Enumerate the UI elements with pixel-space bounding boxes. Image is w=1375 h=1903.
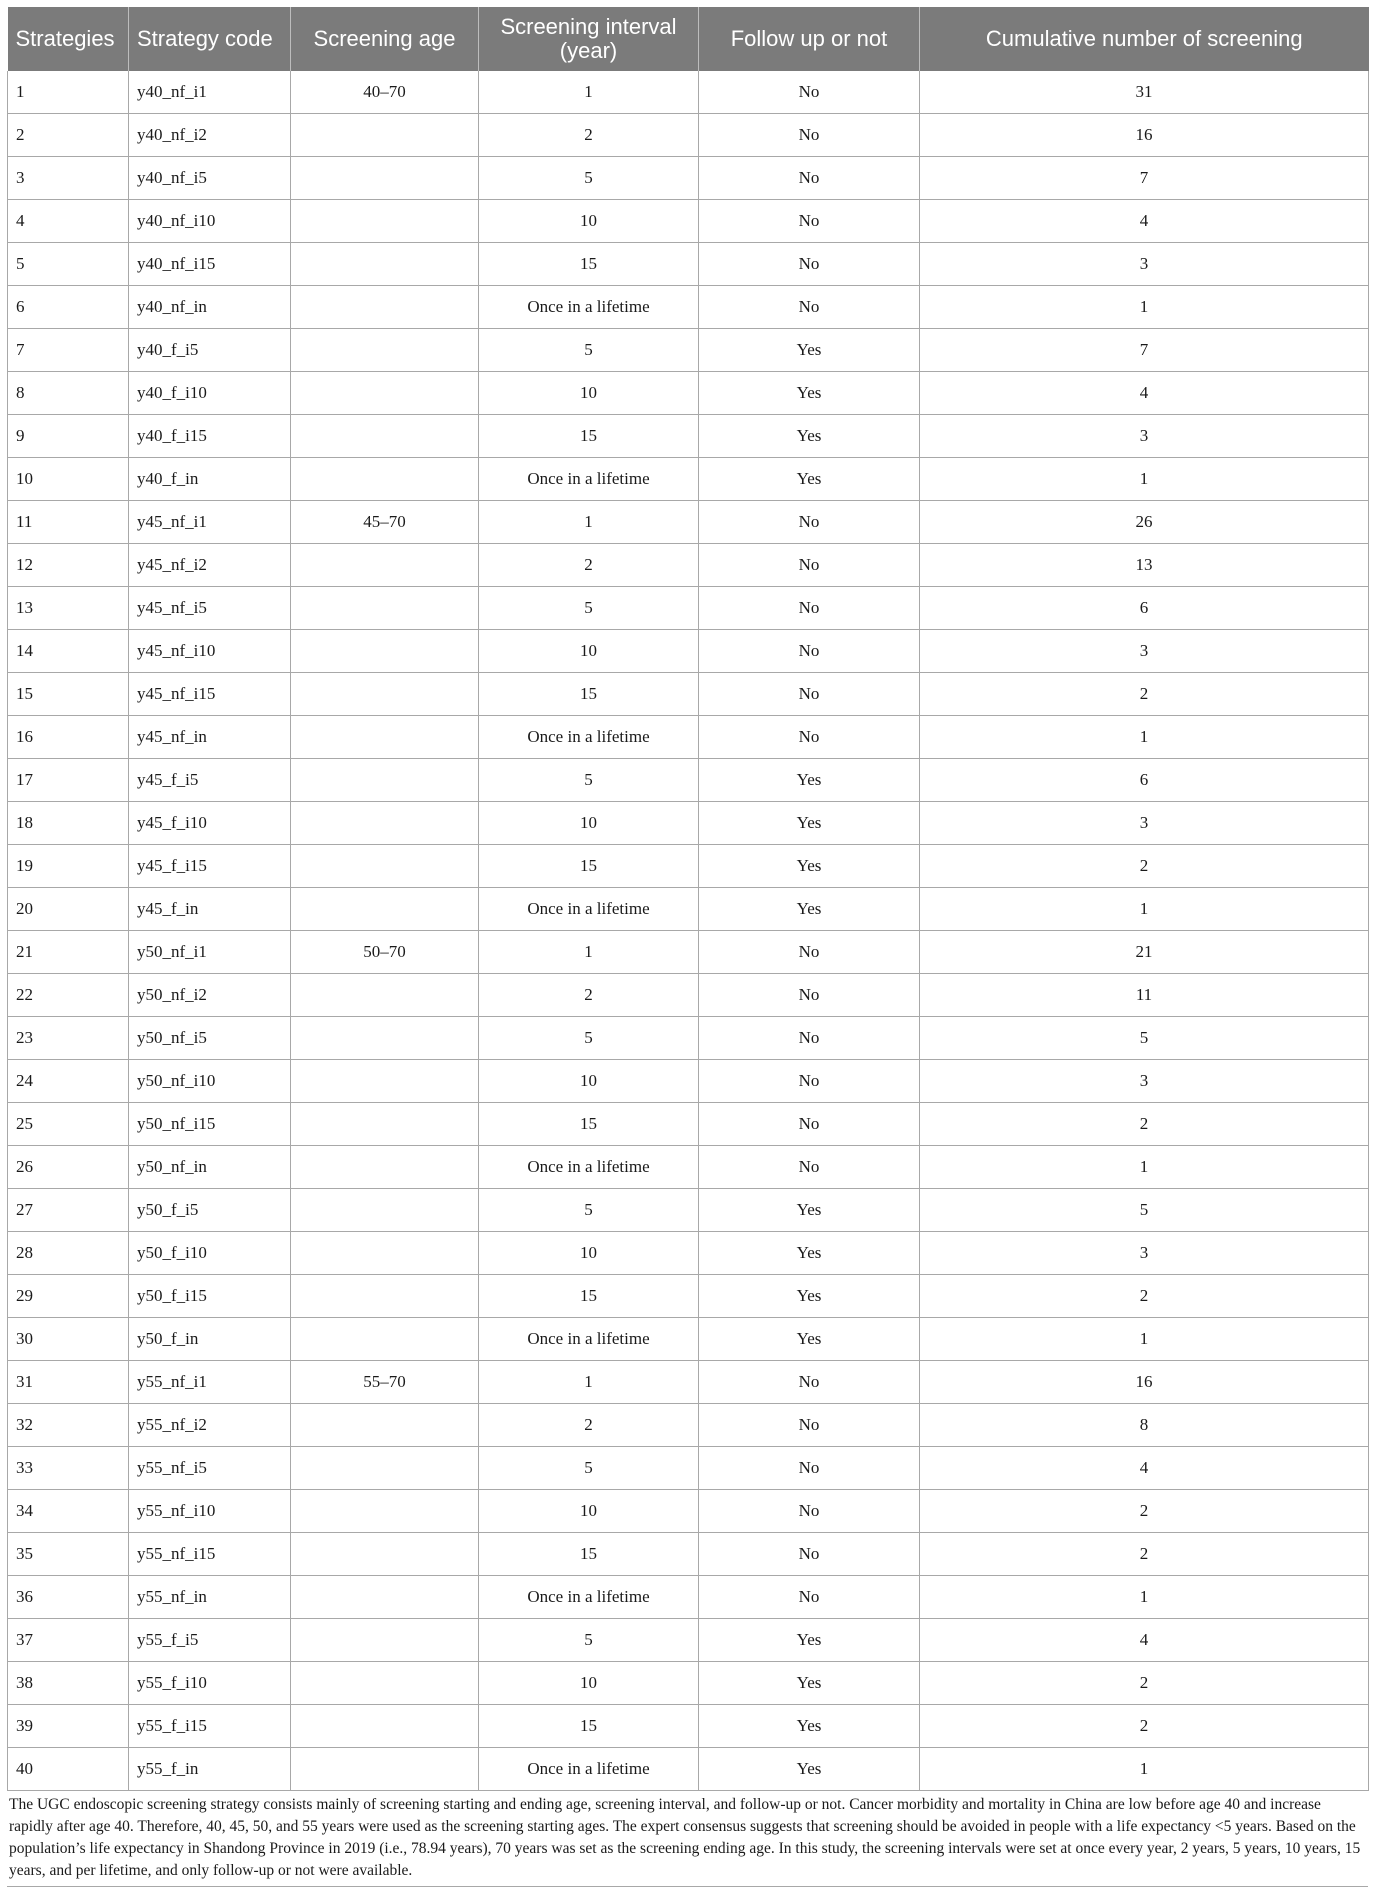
- follow-up-cell: No: [699, 931, 920, 974]
- table-row: [8, 157, 1369, 200]
- cumulative-number-cell: 6: [920, 759, 1369, 802]
- table-row: [8, 716, 1369, 759]
- table-row: [8, 888, 1369, 931]
- cumulative-number-cell: 7: [920, 329, 1369, 372]
- cumulative-number-cell: 5: [920, 1017, 1369, 1060]
- header-screening-age: Screening age: [291, 7, 479, 71]
- table-row: [8, 931, 1369, 974]
- screening-age-cell: [291, 1232, 479, 1275]
- strategy-number-cell: 23: [8, 1017, 129, 1060]
- strategy-number-cell: 31: [8, 1361, 129, 1404]
- follow-up-cell: No: [699, 286, 920, 329]
- follow-up-cell: Yes: [699, 1662, 920, 1705]
- strategy-code-cell: y45_f_i10: [129, 802, 291, 845]
- screening-age-cell: [291, 1146, 479, 1189]
- follow-up-cell: No: [699, 501, 920, 544]
- cumulative-number-cell: 16: [920, 1361, 1369, 1404]
- follow-up-cell: Yes: [699, 845, 920, 888]
- follow-up-cell: No: [699, 1060, 920, 1103]
- strategy-number-cell: 28: [8, 1232, 129, 1275]
- strategy-code-cell: y55_f_i5: [129, 1619, 291, 1662]
- strategy-code-cell: y55_nf_i10: [129, 1490, 291, 1533]
- screening-interval-cell: 10: [479, 200, 699, 243]
- follow-up-cell: Yes: [699, 759, 920, 802]
- follow-up-cell: Yes: [699, 1705, 920, 1748]
- screening-interval-cell: 15: [479, 1103, 699, 1146]
- follow-up-cell: Yes: [699, 888, 920, 931]
- table-row: [8, 1576, 1369, 1619]
- screening-interval-cell: 10: [479, 802, 699, 845]
- table-row: [8, 1275, 1369, 1318]
- cumulative-number-cell: 3: [920, 1232, 1369, 1275]
- cumulative-number-cell: 2: [920, 1533, 1369, 1576]
- follow-up-cell: No: [699, 974, 920, 1017]
- table-row: [8, 501, 1369, 544]
- screening-age-cell: [291, 1189, 479, 1232]
- header-follow-up: Follow up or not: [699, 7, 920, 71]
- screening-interval-cell: 15: [479, 845, 699, 888]
- cumulative-number-cell: 3: [920, 630, 1369, 673]
- cumulative-number-cell: 6: [920, 587, 1369, 630]
- cumulative-number-cell: 1: [920, 1748, 1369, 1791]
- strategy-code-cell: y40_nf_i1: [129, 71, 291, 114]
- strategy-code-cell: y45_nf_in: [129, 716, 291, 759]
- screening-age-cell: [291, 372, 479, 415]
- cumulative-number-cell: 8: [920, 1404, 1369, 1447]
- screening-interval-cell: 5: [479, 1189, 699, 1232]
- strategy-code-cell: y45_f_in: [129, 888, 291, 931]
- strategy-code-cell: y55_nf_i15: [129, 1533, 291, 1576]
- strategy-code-cell: y40_nf_i15: [129, 243, 291, 286]
- strategy-number-cell: 39: [8, 1705, 129, 1748]
- screening-interval-cell: 5: [479, 1017, 699, 1060]
- follow-up-cell: Yes: [699, 1619, 920, 1662]
- cumulative-number-cell: 7: [920, 157, 1369, 200]
- screening-age-cell: [291, 458, 479, 501]
- screening-age-cell: 55–70: [291, 1361, 479, 1404]
- screening-interval-cell: 15: [479, 1705, 699, 1748]
- follow-up-cell: No: [699, 1017, 920, 1060]
- screening-age-cell: [291, 673, 479, 716]
- screening-interval-cell: Once in a lifetime: [479, 1318, 699, 1361]
- cumulative-number-cell: 2: [920, 1490, 1369, 1533]
- screening-interval-cell: Once in a lifetime: [479, 286, 699, 329]
- table-row: [8, 630, 1369, 673]
- screening-age-cell: [291, 1017, 479, 1060]
- strategy-number-cell: 37: [8, 1619, 129, 1662]
- cumulative-number-cell: 2: [920, 1275, 1369, 1318]
- strategy-number-cell: 8: [8, 372, 129, 415]
- screening-age-cell: [291, 888, 479, 931]
- screening-age-cell: 40–70: [291, 71, 479, 114]
- screening-interval-cell: 2: [479, 974, 699, 1017]
- cumulative-number-cell: 3: [920, 415, 1369, 458]
- follow-up-cell: No: [699, 200, 920, 243]
- strategy-code-cell: y55_nf_in: [129, 1576, 291, 1619]
- screening-age-cell: [291, 329, 479, 372]
- table-row: [8, 802, 1369, 845]
- strategy-code-cell: y55_f_i10: [129, 1662, 291, 1705]
- screening-age-cell: [291, 716, 479, 759]
- follow-up-cell: No: [699, 630, 920, 673]
- screening-age-cell: 50–70: [291, 931, 479, 974]
- strategy-code-cell: y55_nf_i2: [129, 1404, 291, 1447]
- screening-age-cell: [291, 200, 479, 243]
- follow-up-cell: No: [699, 1404, 920, 1447]
- strategy-number-cell: 19: [8, 845, 129, 888]
- follow-up-cell: Yes: [699, 1189, 920, 1232]
- table-row: [8, 1060, 1369, 1103]
- table-row: [8, 1662, 1369, 1705]
- cumulative-number-cell: 5: [920, 1189, 1369, 1232]
- strategy-code-cell: y45_nf_i5: [129, 587, 291, 630]
- strategy-number-cell: 32: [8, 1404, 129, 1447]
- strategy-code-cell: y55_nf_i1: [129, 1361, 291, 1404]
- table-row: [8, 1619, 1369, 1662]
- cumulative-number-cell: 4: [920, 372, 1369, 415]
- screening-age-cell: [291, 802, 479, 845]
- screening-age-cell: [291, 1619, 479, 1662]
- table-row: [8, 329, 1369, 372]
- screening-interval-cell: Once in a lifetime: [479, 1146, 699, 1189]
- strategy-code-cell: y40_f_i5: [129, 329, 291, 372]
- screening-age-cell: [291, 1533, 479, 1576]
- screening-interval-cell: 15: [479, 673, 699, 716]
- strategy-number-cell: 25: [8, 1103, 129, 1146]
- follow-up-cell: Yes: [699, 1318, 920, 1361]
- strategy-code-cell: y40_nf_i10: [129, 200, 291, 243]
- cumulative-number-cell: 3: [920, 1060, 1369, 1103]
- header-screening-interval: Screening interval (year): [479, 7, 699, 71]
- screening-interval-cell: 10: [479, 630, 699, 673]
- table-footnote: The UGC endoscopic screening strategy consists mainly of screening starting and ending age, screening interval, and follow-up or not. Cancer morbidity and mortality in China are low before age 40 and increase rapidly after age 40. Therefore, 40, 45, 50, and 55 years were used as the screening starting ages. The expert consensus suggests that screening should be avoided in people with a life expectancy <5 years. Based on the population’s life expectancy in Shandong Province in 2019 (i.e., 78.94 years), 70 years was set as the screening ending age. In this study, the screening intervals were set at once every year, 2 years, 5 years, 10 years, 15 years, and per lifetime, and only follow-up or not were available.: [7, 1791, 1368, 1887]
- strategy-code-cell: y50_nf_i10: [129, 1060, 291, 1103]
- follow-up-cell: Yes: [699, 1275, 920, 1318]
- screening-age-cell: [291, 243, 479, 286]
- strategy-code-cell: y55_f_i15: [129, 1705, 291, 1748]
- table-row: [8, 1361, 1369, 1404]
- strategy-number-cell: 16: [8, 716, 129, 759]
- table-row: [8, 974, 1369, 1017]
- screening-interval-cell: 10: [479, 1232, 699, 1275]
- strategy-code-cell: y55_f_in: [129, 1748, 291, 1791]
- strategy-code-cell: y50_nf_i5: [129, 1017, 291, 1060]
- table-row: [8, 1404, 1369, 1447]
- screening-age-cell: [291, 544, 479, 587]
- screening-interval-cell: 15: [479, 1275, 699, 1318]
- follow-up-cell: No: [699, 1490, 920, 1533]
- screening-interval-cell: Once in a lifetime: [479, 1576, 699, 1619]
- follow-up-cell: Yes: [699, 415, 920, 458]
- strategy-code-cell: y45_f_i15: [129, 845, 291, 888]
- screening-interval-cell: 2: [479, 114, 699, 157]
- table-header-row: [8, 7, 1369, 71]
- screening-interval-cell: 15: [479, 415, 699, 458]
- follow-up-cell: No: [699, 587, 920, 630]
- strategy-number-cell: 20: [8, 888, 129, 931]
- cumulative-number-cell: 21: [920, 931, 1369, 974]
- screening-interval-cell: 1: [479, 1361, 699, 1404]
- cumulative-number-cell: 13: [920, 544, 1369, 587]
- strategy-number-cell: 21: [8, 931, 129, 974]
- follow-up-cell: Yes: [699, 1748, 920, 1791]
- strategy-number-cell: 26: [8, 1146, 129, 1189]
- screening-interval-cell: 5: [479, 1447, 699, 1490]
- table-row: [8, 673, 1369, 716]
- strategy-code-cell: y40_f_i15: [129, 415, 291, 458]
- follow-up-cell: No: [699, 673, 920, 716]
- follow-up-cell: No: [699, 1576, 920, 1619]
- table-row: [8, 286, 1369, 329]
- screening-interval-cell: 2: [479, 544, 699, 587]
- screening-interval-cell: 5: [479, 329, 699, 372]
- strategy-number-cell: 1: [8, 71, 129, 114]
- screening-age-cell: [291, 587, 479, 630]
- screening-age-cell: [291, 157, 479, 200]
- table-row: [8, 544, 1369, 587]
- strategy-number-cell: 4: [8, 200, 129, 243]
- screening-interval-cell: Once in a lifetime: [479, 1748, 699, 1791]
- screening-age-cell: [291, 1447, 479, 1490]
- table-row: [8, 114, 1369, 157]
- strategy-code-cell: y40_nf_in: [129, 286, 291, 329]
- strategy-number-cell: 29: [8, 1275, 129, 1318]
- strategy-number-cell: 33: [8, 1447, 129, 1490]
- strategy-code-cell: y50_nf_i2: [129, 974, 291, 1017]
- header-strategy-code: Strategy code: [129, 7, 291, 71]
- cumulative-number-cell: 11: [920, 974, 1369, 1017]
- strategy-number-cell: 17: [8, 759, 129, 802]
- strategy-number-cell: 35: [8, 1533, 129, 1576]
- cumulative-number-cell: 2: [920, 845, 1369, 888]
- follow-up-cell: Yes: [699, 458, 920, 501]
- follow-up-cell: No: [699, 544, 920, 587]
- cumulative-number-cell: 2: [920, 1662, 1369, 1705]
- table-row: [8, 1146, 1369, 1189]
- screening-interval-cell: 10: [479, 1490, 699, 1533]
- cumulative-number-cell: 4: [920, 1447, 1369, 1490]
- strategy-number-cell: 13: [8, 587, 129, 630]
- strategy-number-cell: 24: [8, 1060, 129, 1103]
- screening-interval-cell: Once in a lifetime: [479, 716, 699, 759]
- screening-interval-cell: 15: [479, 243, 699, 286]
- strategy-code-cell: y50_nf_in: [129, 1146, 291, 1189]
- screening-interval-cell: Once in a lifetime: [479, 458, 699, 501]
- table-row: [8, 415, 1369, 458]
- follow-up-cell: No: [699, 71, 920, 114]
- strategy-number-cell: 3: [8, 157, 129, 200]
- strategy-number-cell: 18: [8, 802, 129, 845]
- table-row: [8, 1705, 1369, 1748]
- screening-interval-cell: 1: [479, 931, 699, 974]
- table-row: [8, 200, 1369, 243]
- strategy-code-cell: y50_f_in: [129, 1318, 291, 1361]
- table-row: [8, 845, 1369, 888]
- strategy-number-cell: 11: [8, 501, 129, 544]
- strategy-number-cell: 40: [8, 1748, 129, 1791]
- strategy-code-cell: y45_nf_i15: [129, 673, 291, 716]
- strategy-code-cell: y45_nf_i10: [129, 630, 291, 673]
- screening-age-cell: [291, 415, 479, 458]
- strategy-number-cell: 6: [8, 286, 129, 329]
- screening-interval-cell: 2: [479, 1404, 699, 1447]
- strategy-code-cell: y45_f_i5: [129, 759, 291, 802]
- follow-up-cell: No: [699, 1103, 920, 1146]
- strategy-number-cell: 38: [8, 1662, 129, 1705]
- screening-interval-cell: 1: [479, 501, 699, 544]
- follow-up-cell: No: [699, 1146, 920, 1189]
- strategy-number-cell: 30: [8, 1318, 129, 1361]
- table-row: [8, 587, 1369, 630]
- follow-up-cell: No: [699, 114, 920, 157]
- screening-interval-cell: 5: [479, 157, 699, 200]
- table-row: [8, 1447, 1369, 1490]
- cumulative-number-cell: 1: [920, 1146, 1369, 1189]
- table-row: [8, 372, 1369, 415]
- strategy-number-cell: 22: [8, 974, 129, 1017]
- table-row: [8, 1490, 1369, 1533]
- strategy-code-cell: y50_f_i5: [129, 1189, 291, 1232]
- screening-age-cell: [291, 1490, 479, 1533]
- table-row: [8, 1103, 1369, 1146]
- strategy-number-cell: 14: [8, 630, 129, 673]
- follow-up-cell: Yes: [699, 1232, 920, 1275]
- follow-up-cell: No: [699, 157, 920, 200]
- follow-up-cell: No: [699, 1533, 920, 1576]
- strategy-number-cell: 10: [8, 458, 129, 501]
- screening-age-cell: [291, 1662, 479, 1705]
- header-cumulative-number: Cumulative number of screening: [920, 7, 1369, 71]
- strategy-code-cell: y50_f_i10: [129, 1232, 291, 1275]
- strategy-number-cell: 15: [8, 673, 129, 716]
- screening-interval-cell: 5: [479, 1619, 699, 1662]
- screening-age-cell: [291, 974, 479, 1017]
- header-strategies: Strategies: [8, 7, 129, 71]
- cumulative-number-cell: 1: [920, 716, 1369, 759]
- strategy-number-cell: 34: [8, 1490, 129, 1533]
- strategy-number-cell: 27: [8, 1189, 129, 1232]
- cumulative-number-cell: 1: [920, 286, 1369, 329]
- table-row: [8, 759, 1369, 802]
- table-row: [8, 243, 1369, 286]
- screening-age-cell: [291, 845, 479, 888]
- strategy-code-cell: y40_nf_i2: [129, 114, 291, 157]
- strategy-code-cell: y40_f_in: [129, 458, 291, 501]
- strategy-table-container: [7, 7, 1368, 1887]
- cumulative-number-cell: 1: [920, 1318, 1369, 1361]
- cumulative-number-cell: 2: [920, 673, 1369, 716]
- screening-interval-cell: 15: [479, 1533, 699, 1576]
- cumulative-number-cell: 1: [920, 458, 1369, 501]
- table-row: [8, 458, 1369, 501]
- cumulative-number-cell: 1: [920, 1576, 1369, 1619]
- table-row: [8, 1748, 1369, 1791]
- cumulative-number-cell: 2: [920, 1705, 1369, 1748]
- screening-age-cell: [291, 1576, 479, 1619]
- table-row: [8, 1533, 1369, 1576]
- table-body: [8, 71, 1369, 1791]
- follow-up-cell: No: [699, 716, 920, 759]
- screening-age-cell: [291, 1705, 479, 1748]
- table-row: [8, 1189, 1369, 1232]
- cumulative-number-cell: 4: [920, 200, 1369, 243]
- follow-up-cell: No: [699, 243, 920, 286]
- screening-age-cell: [291, 1275, 479, 1318]
- cumulative-number-cell: 3: [920, 243, 1369, 286]
- screening-age-cell: [291, 1060, 479, 1103]
- screening-interval-cell: Once in a lifetime: [479, 888, 699, 931]
- screening-age-cell: [291, 759, 479, 802]
- screening-interval-cell: 10: [479, 372, 699, 415]
- strategy-number-cell: 7: [8, 329, 129, 372]
- cumulative-number-cell: 2: [920, 1103, 1369, 1146]
- strategy-number-cell: 12: [8, 544, 129, 587]
- table-row: [8, 1017, 1369, 1060]
- strategy-code-cell: y50_nf_i1: [129, 931, 291, 974]
- screening-age-cell: [291, 286, 479, 329]
- cumulative-number-cell: 16: [920, 114, 1369, 157]
- screening-age-cell: [291, 114, 479, 157]
- table-row: [8, 1318, 1369, 1361]
- follow-up-cell: Yes: [699, 329, 920, 372]
- screening-age-cell: [291, 630, 479, 673]
- screening-age-cell: [291, 1404, 479, 1447]
- screening-age-cell: [291, 1103, 479, 1146]
- screening-age-cell: 45–70: [291, 501, 479, 544]
- cumulative-number-cell: 4: [920, 1619, 1369, 1662]
- follow-up-cell: Yes: [699, 372, 920, 415]
- table-row: [8, 71, 1369, 114]
- strategy-code-cell: y45_nf_i1: [129, 501, 291, 544]
- screening-interval-cell: 5: [479, 587, 699, 630]
- cumulative-number-cell: 1: [920, 888, 1369, 931]
- table-row: [8, 1232, 1369, 1275]
- follow-up-cell: No: [699, 1361, 920, 1404]
- cumulative-number-cell: 26: [920, 501, 1369, 544]
- screening-interval-cell: 1: [479, 71, 699, 114]
- screening-interval-cell: 10: [479, 1662, 699, 1705]
- strategy-code-cell: y40_f_i10: [129, 372, 291, 415]
- cumulative-number-cell: 3: [920, 802, 1369, 845]
- screening-strategy-table: [7, 7, 1369, 1791]
- cumulative-number-cell: 31: [920, 71, 1369, 114]
- screening-age-cell: [291, 1748, 479, 1791]
- follow-up-cell: Yes: [699, 802, 920, 845]
- strategy-code-cell: y50_nf_i15: [129, 1103, 291, 1146]
- strategy-code-cell: y45_nf_i2: [129, 544, 291, 587]
- follow-up-cell: No: [699, 1447, 920, 1490]
- strategy-number-cell: 2: [8, 114, 129, 157]
- screening-interval-cell: 10: [479, 1060, 699, 1103]
- strategy-number-cell: 5: [8, 243, 129, 286]
- screening-age-cell: [291, 1318, 479, 1361]
- strategy-number-cell: 9: [8, 415, 129, 458]
- strategy-number-cell: 36: [8, 1576, 129, 1619]
- strategy-code-cell: y40_nf_i5: [129, 157, 291, 200]
- strategy-code-cell: y50_f_i15: [129, 1275, 291, 1318]
- strategy-code-cell: y55_nf_i5: [129, 1447, 291, 1490]
- screening-interval-cell: 5: [479, 759, 699, 802]
